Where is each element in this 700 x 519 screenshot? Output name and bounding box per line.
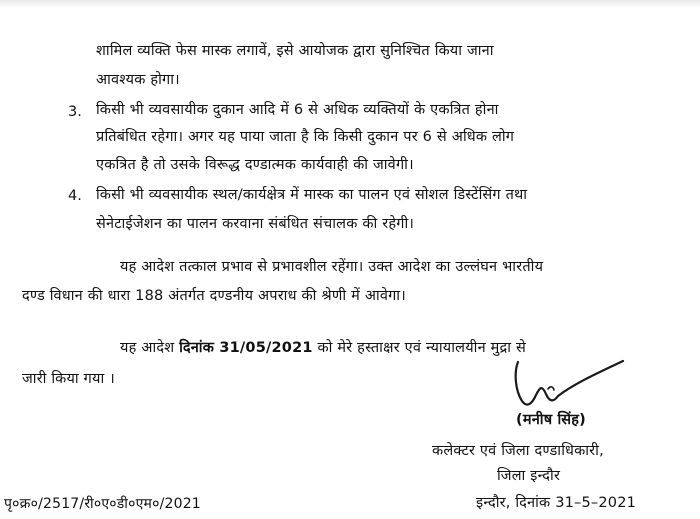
item-line: किसी भी व्यवसायीक दुकान आदि में 6 से अधिक व्यक्तियों के एकत्रित होना xyxy=(96,102,499,118)
issue-paragraph-line xyxy=(120,339,526,357)
signatory-name: (मनीष सिंह) xyxy=(516,412,587,428)
signatory-designation: कलेक्टर एवं जिला दण्डाधिकारी, xyxy=(432,443,604,459)
item-line: प्रतिबंधित रहेगा। अगर यह पाया जाता है कि किसी दुकान पर 6 से अधिक लोग xyxy=(96,129,515,145)
issue-paragraph-line: जारी किया गया । xyxy=(22,371,115,387)
effect-paragraph-line: दण्ड विधान की धारा 188 अंतर्गत दण्डनीय अपराध की श्रेणी में आवेगा। xyxy=(22,288,406,304)
paragraph-line: आवश्यक होगा। xyxy=(96,72,180,88)
item-line: एकत्रित है तो उसके विरूद्ध दण्डात्मक कार्यवाही की जावेगी। xyxy=(96,157,414,173)
issue-prefix: यह आदेश xyxy=(120,340,175,356)
signatory-district: जिला इन्दौर xyxy=(497,468,561,484)
scan-edge xyxy=(0,0,700,8)
issue-suffix: को मेरे हस्ताक्षर एवं न्यायालयीन मुद्रा से xyxy=(317,340,526,356)
paragraph-line: शामिल व्यक्ति फेस मास्क लगावें, इसे आयोजक द्वारा सुनिश्चित किया जाना xyxy=(96,43,494,59)
effect-paragraph-line: यह आदेश तत्काल प्रभाव से प्रभावशील रहेंगा। उक्त आदेश का उल्लंघन भारतीय xyxy=(120,259,544,275)
item-line: सेनेटाईजेशन का पालन करवाना संबंधित संचालक की रहेगी। xyxy=(96,216,415,232)
reference-number: पृ०क्र०/2517/री०ए०डी०एम०/2021 xyxy=(4,496,201,512)
handwritten-signature xyxy=(505,356,630,416)
item-number: 3. xyxy=(68,104,82,120)
issue-date: दिनांक 31/05/2021 xyxy=(179,340,313,356)
signatory-place-date: इन्दौर, दिनांक 31–5–2021 xyxy=(476,495,637,511)
item-number: 4. xyxy=(68,188,82,204)
item-line: किसी भी व्यवसायीक स्थल/कार्यक्षेत्र में मास्क का पालन एवं सोशल डिस्टेंसिंग तथा xyxy=(96,187,528,203)
